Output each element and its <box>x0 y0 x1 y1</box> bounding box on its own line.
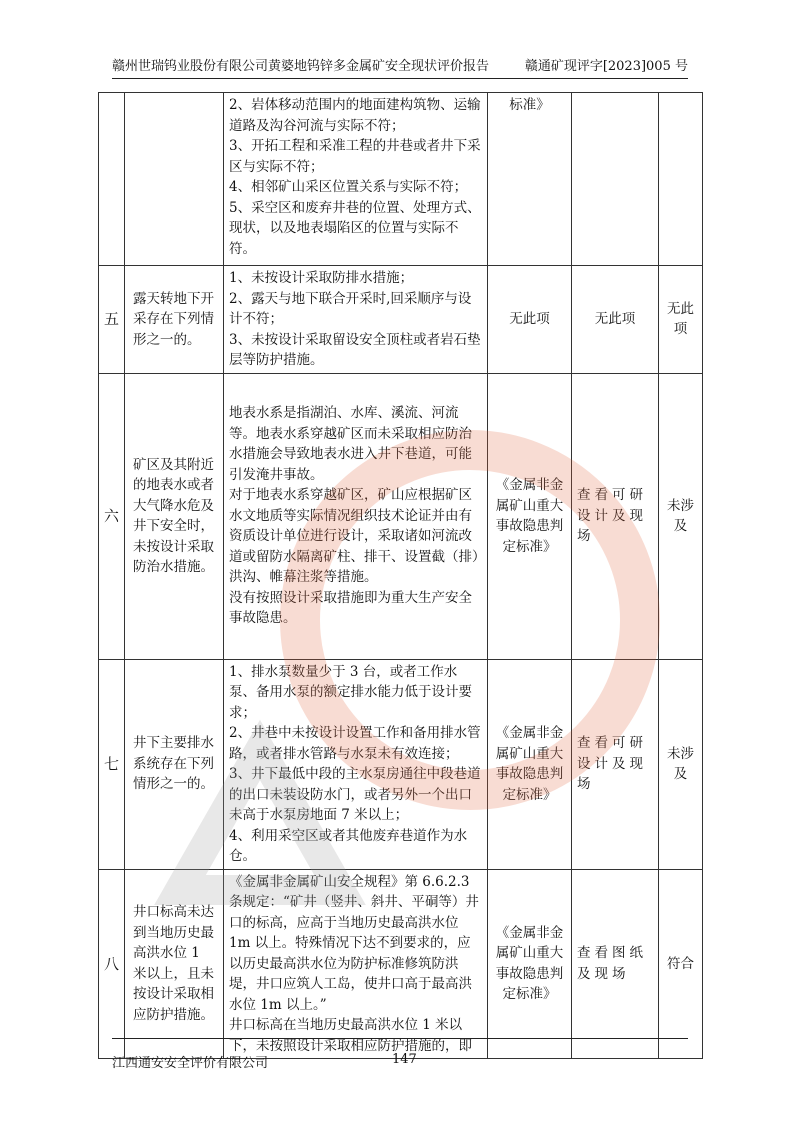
row-result <box>659 93 703 266</box>
row-result: 无此项 <box>659 266 703 374</box>
content-paragraph: 没有按照设计采取措施即为重大生产安全事故隐患。 <box>229 589 472 627</box>
row-content <box>224 266 488 374</box>
content-paragraph: 3、井下最低中段的主水泵房通往中段巷道的出口未装设防水门，或者另外一个出口未高于水泵房地面 7 米以上； <box>229 766 481 823</box>
table-row <box>99 659 703 869</box>
table-row <box>99 869 703 1059</box>
content-paragraph: 2、露天与地下联合开采时,回采顺序与设计不符； <box>229 290 472 327</box>
row-condition: 露天转地下开采存在下列情形之一的。 <box>125 266 224 374</box>
row-number: 七 <box>99 659 125 869</box>
page-number: 147 <box>392 1052 417 1067</box>
page-header <box>112 52 688 79</box>
row-condition: 井下主要排水系统存在下列情形之一的。 <box>125 659 224 869</box>
footer-rule <box>112 1038 688 1039</box>
row-condition: 矿区及其附近的地表水或者大气降水危及井下安全时，未按设计采取防治水措施。 <box>125 373 224 659</box>
row-basis: 《金属非金属矿山重大事故隐患判定标准》 <box>488 869 572 1059</box>
content-paragraph: 井口标高在当地历史最高洪水位 1 米以下，未按照设计采取相应防护措施的，即 <box>229 1017 472 1054</box>
row-method: 无此项 <box>572 266 659 374</box>
content-paragraph: 2、岩体移动范围内的地面建构筑物、运输道路及沟谷河流与实际不符； <box>229 97 481 134</box>
row-method: 查看图纸及现场 <box>572 869 659 1059</box>
content-paragraph: 3、未按设计采取留设安全顶柱或者岩石垫层等防护措施。 <box>229 331 481 368</box>
row-basis: 标准》 <box>488 93 572 266</box>
header-title: 赣州世瑞钨业股份有限公司黄婆地钨锌多金属矿安全现状评价报告 <box>112 59 490 74</box>
footer-company: 江西通安安全评价有限公司 <box>112 1056 269 1071</box>
hazard-check-table <box>98 92 703 1059</box>
row-content <box>224 93 488 266</box>
content-paragraph: 2、井巷中未按设计设置工作和备用排水管路，或者排水管路与水泵未有效连接； <box>229 725 481 762</box>
row-content <box>224 869 488 1059</box>
row-result: 符合 <box>659 869 703 1059</box>
row-number: 五 <box>99 266 125 374</box>
row-basis: 《金属非金属矿山重大事故隐患判定标准》 <box>488 373 572 659</box>
table-row <box>99 373 703 659</box>
row-result: 未涉及 <box>659 373 703 659</box>
row-condition <box>125 93 224 266</box>
header-report-number: 赣通矿现评字[2023]005 号 <box>524 59 688 74</box>
row-basis: 无此项 <box>488 266 572 374</box>
content-paragraph: 1、未按设计采取防排水措施； <box>229 270 414 286</box>
row-number <box>99 93 125 266</box>
row-number: 八 <box>99 869 125 1059</box>
row-method <box>572 93 659 266</box>
table-row <box>99 266 703 374</box>
content-paragraph: 5、采空区和废弃井巷的位置、处理方式、现状，以及地表塌陷区的位置与实际不符。 <box>229 199 481 257</box>
row-method: 查看可研设计及现场 <box>572 659 659 869</box>
table-row <box>99 93 703 266</box>
row-basis: 《金属非金属矿山重大事故隐患判定标准》 <box>488 659 572 869</box>
content-paragraph: 对于地表水系穿越矿区，矿山应根据矿区水文地质等实际情况组织技术论证并由有资质设计单位进行设计，采取诸如河流改道或留防水隔离矿柱、排干、设置截（排）洪沟、帷幕注浆等措施。 <box>229 487 479 586</box>
content-paragraph: 1、排水泵数量少于 3 台，或者工作水泵、备用水泵的额定排水能力低于设计要求； <box>229 663 472 721</box>
content-paragraph: 4、相邻矿山采区位置关系与实际不符； <box>229 179 468 195</box>
row-result: 未涉及 <box>659 659 703 869</box>
row-method: 查看可研设计及现场 <box>572 373 659 659</box>
content-paragraph: 《金属非金属矿山安全规程》第 6.6.2.3 条规定：“矿井（竖井、斜井、平硐等）井口的标高，应高于当地历史最高洪水位 1m 以上。特殊情况下达不到要求的，应以历史最高洪水位为防护标准修筑防洪堤，井口应筑人工岛，使井口高于最高洪水位 1m 以上。” <box>229 873 479 1013</box>
content-paragraph: 3、开拓工程和采准工程的井巷或者井下采区与实际不符； <box>229 138 481 175</box>
row-content <box>224 373 488 659</box>
row-content <box>224 659 488 869</box>
content-paragraph: 4、利用采空区或者其他废弃巷道作为水仓。 <box>229 827 468 864</box>
content-paragraph: 地表水系是指湖泊、水库、溪流、河流等。地表水系穿越矿区而未采取相应防治水措施会导致地表水进入井下巷道，可能引发淹井事故。 <box>229 405 472 483</box>
row-condition: 井口标高未达到当地历史最高洪水位 1 米以上，且未按设计采取相应防护措施。 <box>125 869 224 1059</box>
row-number: 六 <box>99 373 125 659</box>
